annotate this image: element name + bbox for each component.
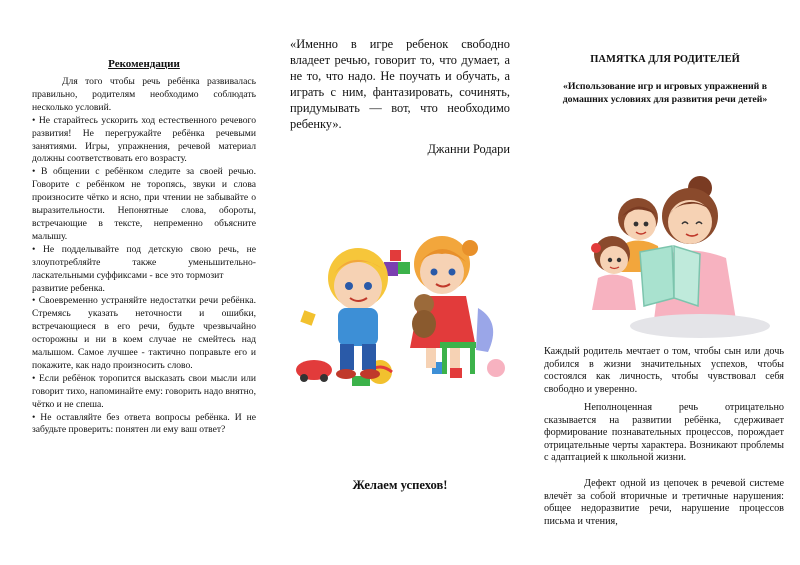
recommendation-item: • Не старайтесь ускорить ход естественного речевого развития! Не перегружайте ребёнка речевыми занятиями. Игры, упражнения, речевой материал должны соответствовать его возрасту. <box>32 114 256 165</box>
boy-shirt <box>338 308 378 346</box>
quote-author: Джанни Родари <box>427 142 510 156</box>
mother-reading-to-children-illustration <box>550 160 780 338</box>
recommendations-intro: Для того чтобы речь ребёнка развивалась правильно, родителям необходимо соблюдать несколько условий. <box>32 76 256 113</box>
girl-face <box>600 246 628 274</box>
memo-subtitle: «Использование игр и игровых упражнений в домашних условиях для развития речи детей» <box>562 81 768 106</box>
toy-block <box>398 262 410 274</box>
toy-chair <box>440 342 476 348</box>
memo-paragraph-3: Дефект одной из цепочек в речевой системе влечёт за собой вторичные и третичные нарушения: общее недоразвитие речи, нарушение процессов письма и чтения, <box>544 478 784 527</box>
toy-block <box>450 368 462 378</box>
toy-block <box>300 310 315 325</box>
children-playing-illustration <box>292 212 510 390</box>
recommendation-item: • Своевременно устраняйте недостатки речи ребёнка. Стремясь указать неточности и ошибки, встречающиеся в его речи, будьте чрезвычайно осторожны и ни в коем случае не смейтесь над малышом. Самое лучшее - тактично поправьте его и покажите, как надо произносить слово. <box>32 295 256 371</box>
recommendation-item: • Если ребёнок торопится высказать свои мысли или говорит тихо, напоминайте ему: говорить надо внятно, чётко и не спеша. <box>32 372 257 410</box>
memo-column <box>530 0 800 565</box>
boy-face <box>624 208 656 240</box>
recommendation-item: • В общении с ребёнком следите за своей речью. Говорите с ребёнком не торопясь, звуки и слова произносите чётко и ясно, при чтении не забывайте о выразительности. Непонятные слова, обороты, встречающие в тексте, непременно объясните малышу. <box>32 166 256 242</box>
quote-column <box>270 0 530 565</box>
floor-shadow <box>630 314 770 338</box>
memo-paragraph-2: Неполноценная речь отрицательно сказывается на развитии ребёнка, сдерживает формирование познавательных процессов, порождает отрицательные черты характера. Возникают проблемы с адаптацией к школьной жизни. <box>544 402 784 464</box>
quote-text: «Именно в игре ребенок свободно владеет речью, говорит то, что думает, а не то, что надо. Не поучать и обучать, а играть с ним, фантазировать, сочинять, придумывать — вот, что необходимо ребенку». <box>290 37 510 131</box>
open-book <box>640 246 674 306</box>
memo-title: ПАМЯТКА ДЛЯ РОДИТЕЛЕЙ <box>590 54 740 65</box>
boy-face <box>334 262 382 310</box>
girl-dress <box>592 274 636 310</box>
toy-bunny <box>487 359 505 377</box>
recommendation-item: • Не подделывайте под детскую свою речь, не злоупотребляйте также уменьшительно-ласкательными суффиксами - все это тормозит <box>32 243 256 281</box>
toy-block <box>390 250 401 261</box>
wish-text: Желаем успехов! <box>352 478 448 492</box>
recommendation-item: развитие ребенка. <box>32 282 105 294</box>
recommendation-item: • Не оставляйте без ответа вопросы ребёнка. И не забудьте проверить: понятен ли ему ваш ответ? <box>32 411 256 436</box>
toy-umbrella <box>476 308 493 352</box>
recommendations-title: Рекомендации <box>108 58 180 70</box>
memo-paragraph-1: Каждый родитель мечтает о том, чтобы сын или дочь добился в жизни значительных успехов, чтобы состоялся как личность, чтобы чувствовал себя свободно и уверенно. <box>544 346 784 395</box>
recommendations-column <box>0 0 270 565</box>
